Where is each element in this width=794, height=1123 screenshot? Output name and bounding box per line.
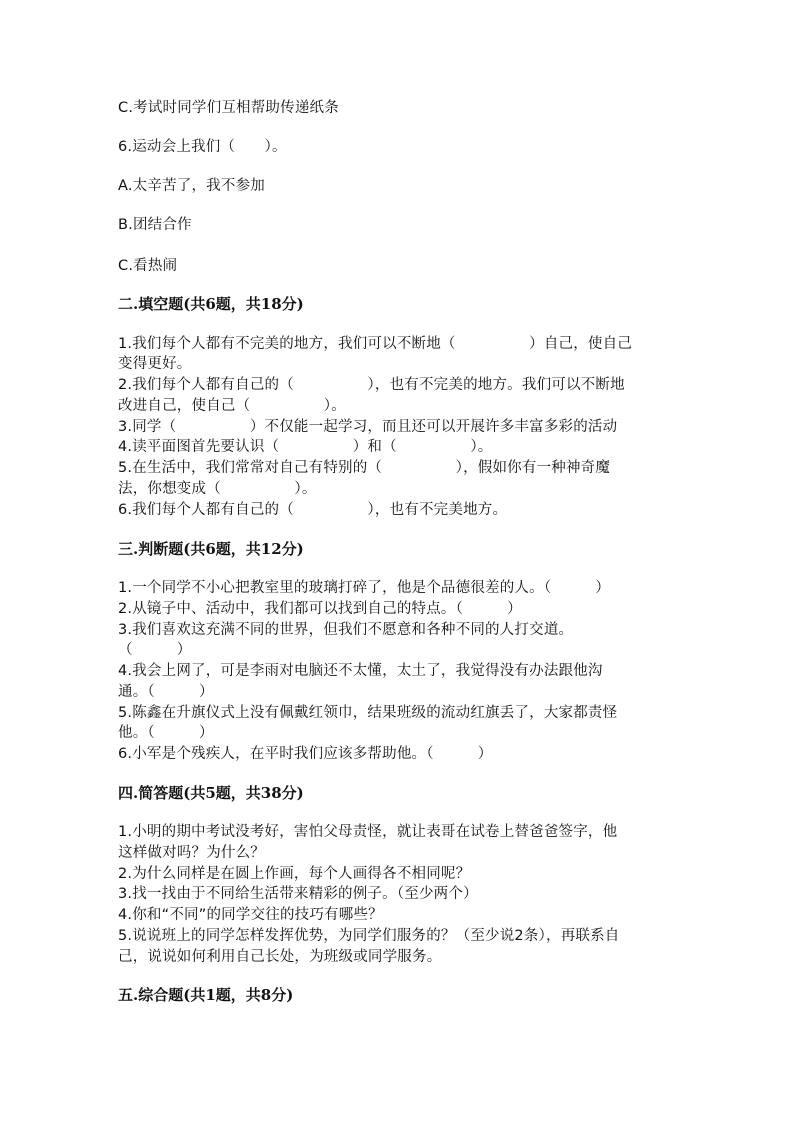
fill-blank-line: 2.我们每个人都有自己的（ ），也有不完美的地方。我们可以不断地 [118, 377, 625, 393]
fill-blank-line: 6.我们每个人都有自己的（ ），也有不完美地方。 [118, 502, 508, 518]
short-answer-line: 4.你和“不同”的同学交往的技巧有哪些？ [118, 907, 383, 923]
fill-blank-line: 改进自己，使自己（ ）。 [118, 398, 346, 414]
short-answer-line: 己，说说如何利用自己长处，为班级或同学服务。 [118, 949, 442, 965]
question-6-option-a: A.太辛苦了，我不参加 [118, 178, 265, 194]
fill-blank-line: 4.读平面图首先要认识（ ）和（ ）。 [118, 439, 493, 455]
true-false-line: 1.一个同学不小心把教室里的玻璃打碎了，他是个品德很差的人。（ ） [118, 580, 611, 596]
true-false-line: 2.从镜子中、活动中，我们都可以找到自己的特点。（ ） [118, 601, 522, 617]
section-4-heading: 四.简答题(共5题，共38分) [118, 784, 304, 802]
short-answer-line: 5.说说班上的同学怎样发挥优势，为同学们服务的？（至少说2条），再联系自 [118, 928, 620, 944]
true-false-line: 4.我会上网了，可是李雨对电脑还不太懂，太土了，我觉得没有办法跟他沟 [118, 663, 603, 679]
short-answer-line: 2.为什么同样是在圆上作画，每个人画得各不相同呢？ [118, 866, 471, 882]
fill-blank-line: 3.同学（ ）不仅能一起学习，而且还可以开展许多丰富多彩的活动 [118, 419, 618, 435]
question-6-stem: 6.运动会上我们（ ）。 [118, 139, 287, 155]
true-false-line: 通。（ ） [118, 684, 214, 700]
true-false-line: 他。（ ） [118, 725, 214, 741]
section-3-heading: 三.判断题(共6题，共12分) [118, 540, 304, 558]
true-false-line: （ ） [118, 642, 192, 658]
fill-blank-line: 法，你想变成（ ）。 [118, 481, 317, 497]
short-answer-line: 1.小明的期中考试没考好，害怕父母责怪，就让表哥在试卷上替爸爸签字，他 [118, 824, 618, 840]
fill-blank-line: 1.我们每个人都有不完美的地方，我们可以不断地（ ）自己，使自己 [118, 336, 633, 352]
section-2-heading: 二.填空题(共6题，共18分) [118, 295, 304, 313]
short-answer-line: 这样做对吗？为什么？ [118, 845, 265, 861]
question-5-option-c: C.考试时同学们互相帮助传递纸条 [118, 100, 339, 116]
question-6-option-b: B.团结合作 [118, 217, 192, 233]
question-6-option-c: C.看热闹 [118, 258, 178, 274]
fill-blank-line: 5.在生活中，我们常常对自己有特别的（ ），假如你有一种神奇魔 [118, 460, 611, 476]
true-false-line: 3.我们喜欢这充满不同的世界，但我们不愿意和各种不同的人打交道。 [118, 622, 574, 638]
short-answer-line: 3.找一找由于不同给生活带来精彩的例子。（至少两个） [118, 886, 478, 902]
true-false-line: 6.小军是个残疾人，在平时我们应该多帮助他。（ ） [118, 746, 493, 762]
fill-blank-line: 变得更好。 [118, 356, 192, 372]
section-5-heading: 五.综合题(共1题，共8分) [118, 986, 294, 1004]
true-false-line: 5.陈鑫在升旗仪式上没有佩戴红领巾，结果班级的流动红旗丢了，大家都责怪 [118, 705, 618, 721]
